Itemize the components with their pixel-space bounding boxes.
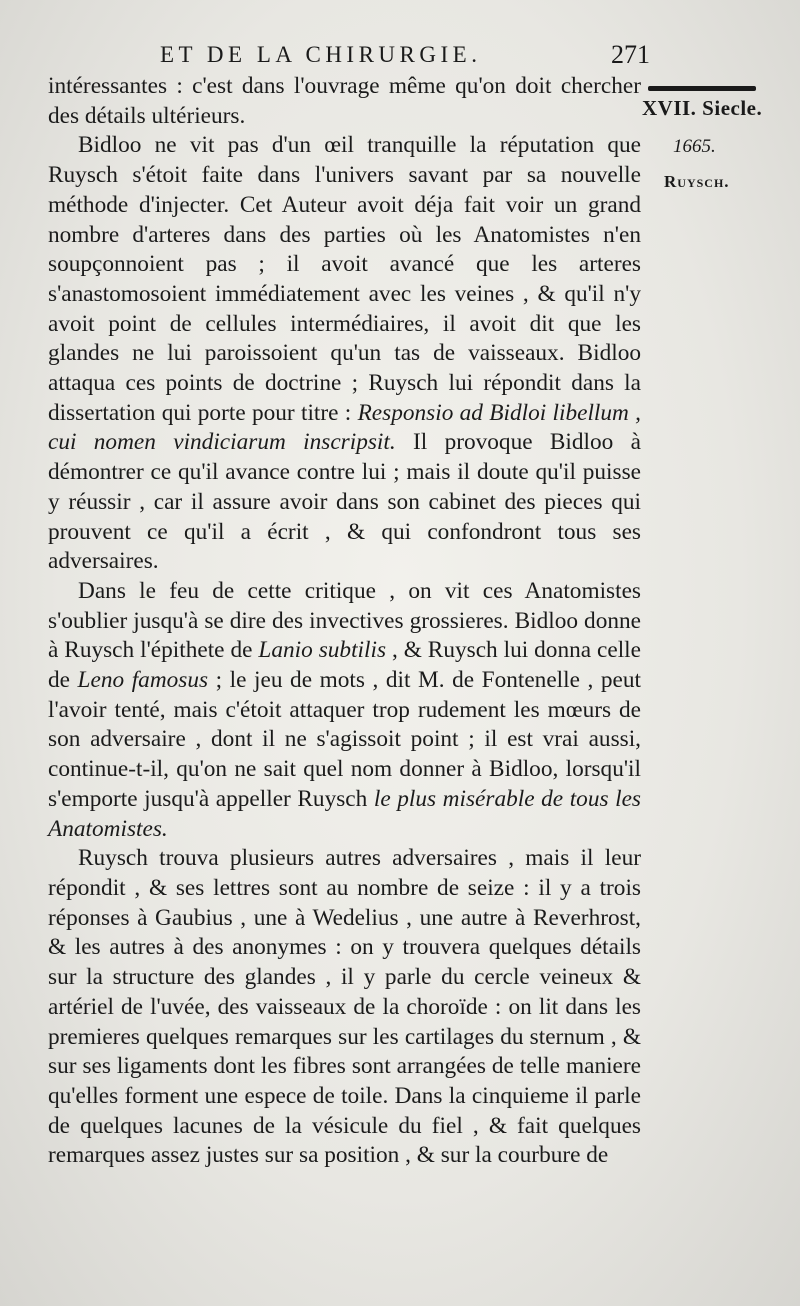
paragraph-adversaires: Ruysch trouva plusieurs autres adversaires , mais il leur répondit , & ses lettres sont au nombre de seize : il y a trois réponses à Gaubius , une à Wedelius , une autre à Reverhrost, & les autres à des anonymes : on y trouvera quelques détails sur la structure des glandes , il y parle du cercle veineux & artériel de l'uvée, des vaisseaux de la choroïde : on lit dans les premieres quelques remarques sur les cartilages du sternum , & sur ses ligaments dont les fibres sont arrangées de telle maniere qu'elles forment une espece de toile. Dans la cinquieme il parle de quelques lacunes de la vésicule du fiel , & fait quelques remarques assez justes sur sa position , & sur la courbure de	[48, 845, 641, 1169]
page-header	[160, 40, 650, 72]
paragraph-bidloo	[48, 131, 641, 577]
dissertation-title: Responsio ad Bidloi libellum , cui nomen vindiciarum inscripsit.	[48, 399, 641, 456]
running-title: ET DE LA CHIRURGIE.	[160, 42, 482, 67]
margin-note-name: Ruysch.	[664, 172, 730, 191]
paragraph-text: ; le jeu de mots , dit M. de Fontenelle , peut l'avoir tenté, mais c'étoit attaquer trop rudement les mœurs de son adversaire , dont il ne s'agissoit point ; il est vrai aussi, continue-t-il, qu'on ne sait quel nom donner à Bidloo, lorsqu'il s'emporte jusqu'à appeller Ruysch	[48, 667, 641, 812]
body-text	[48, 72, 641, 1171]
paragraph-invectives	[48, 577, 641, 844]
epithet-anatomistes: le plus misérable de tous les Anatomistes.	[48, 785, 641, 842]
margin-rule	[648, 86, 756, 91]
margin-note-year: 1665.	[673, 136, 716, 157]
margin-note-century: XVII. Siecle.	[642, 96, 763, 120]
paragraph-text: Il provoque Bidloo à démontrer ce qu'il avance contre lui ; mais il doute qu'il puisse y réussir , car il assure avoir dans son cabinet des pieces qui prouvent ce qu'il a écrit , & qui confondront tous ses adversaires.	[48, 429, 641, 575]
paragraph-text: Dans le feu de cette critique , on vit ces Anatomistes s'oublier jusqu'à se dire des invectives grossieres. Bidloo donne à Ruysch l'épithete de	[48, 577, 641, 664]
epithet-lanio: Lanio subtilis	[258, 637, 387, 664]
epithet-leno: Leno famosus	[77, 667, 209, 694]
paragraph-text: , & Ruysch lui donna celle de	[48, 637, 641, 694]
paragraph-text: Bidloo ne vit pas d'un œil tranquille la réputation que Ruysch s'étoit faite dans l'univers savant par sa nouvelle méthode d'injecter. Cet Auteur avoit déja fait voir un grand nombre d'arteres dans des parties où les Anatomistes n'en soupçonnoient pas ; il avoit avancé que les arteres s'anastomosoient immédiatement avec les veines , & qu'il n'y avoit point de cellules intermédiaires, il avoit dit que les glandes ne lui paroissoient qu'un tas de vaisseaux. Bidloo attaqua ces points de doctrine ; Ruysch lui répondit dans la dissertation qui porte pour titre :	[48, 132, 641, 426]
page-number: 271	[611, 40, 650, 69]
paragraph-continuation: intéressantes : c'est dans l'ouvrage même qu'on doit chercher des détails ultérieurs.	[48, 73, 641, 129]
